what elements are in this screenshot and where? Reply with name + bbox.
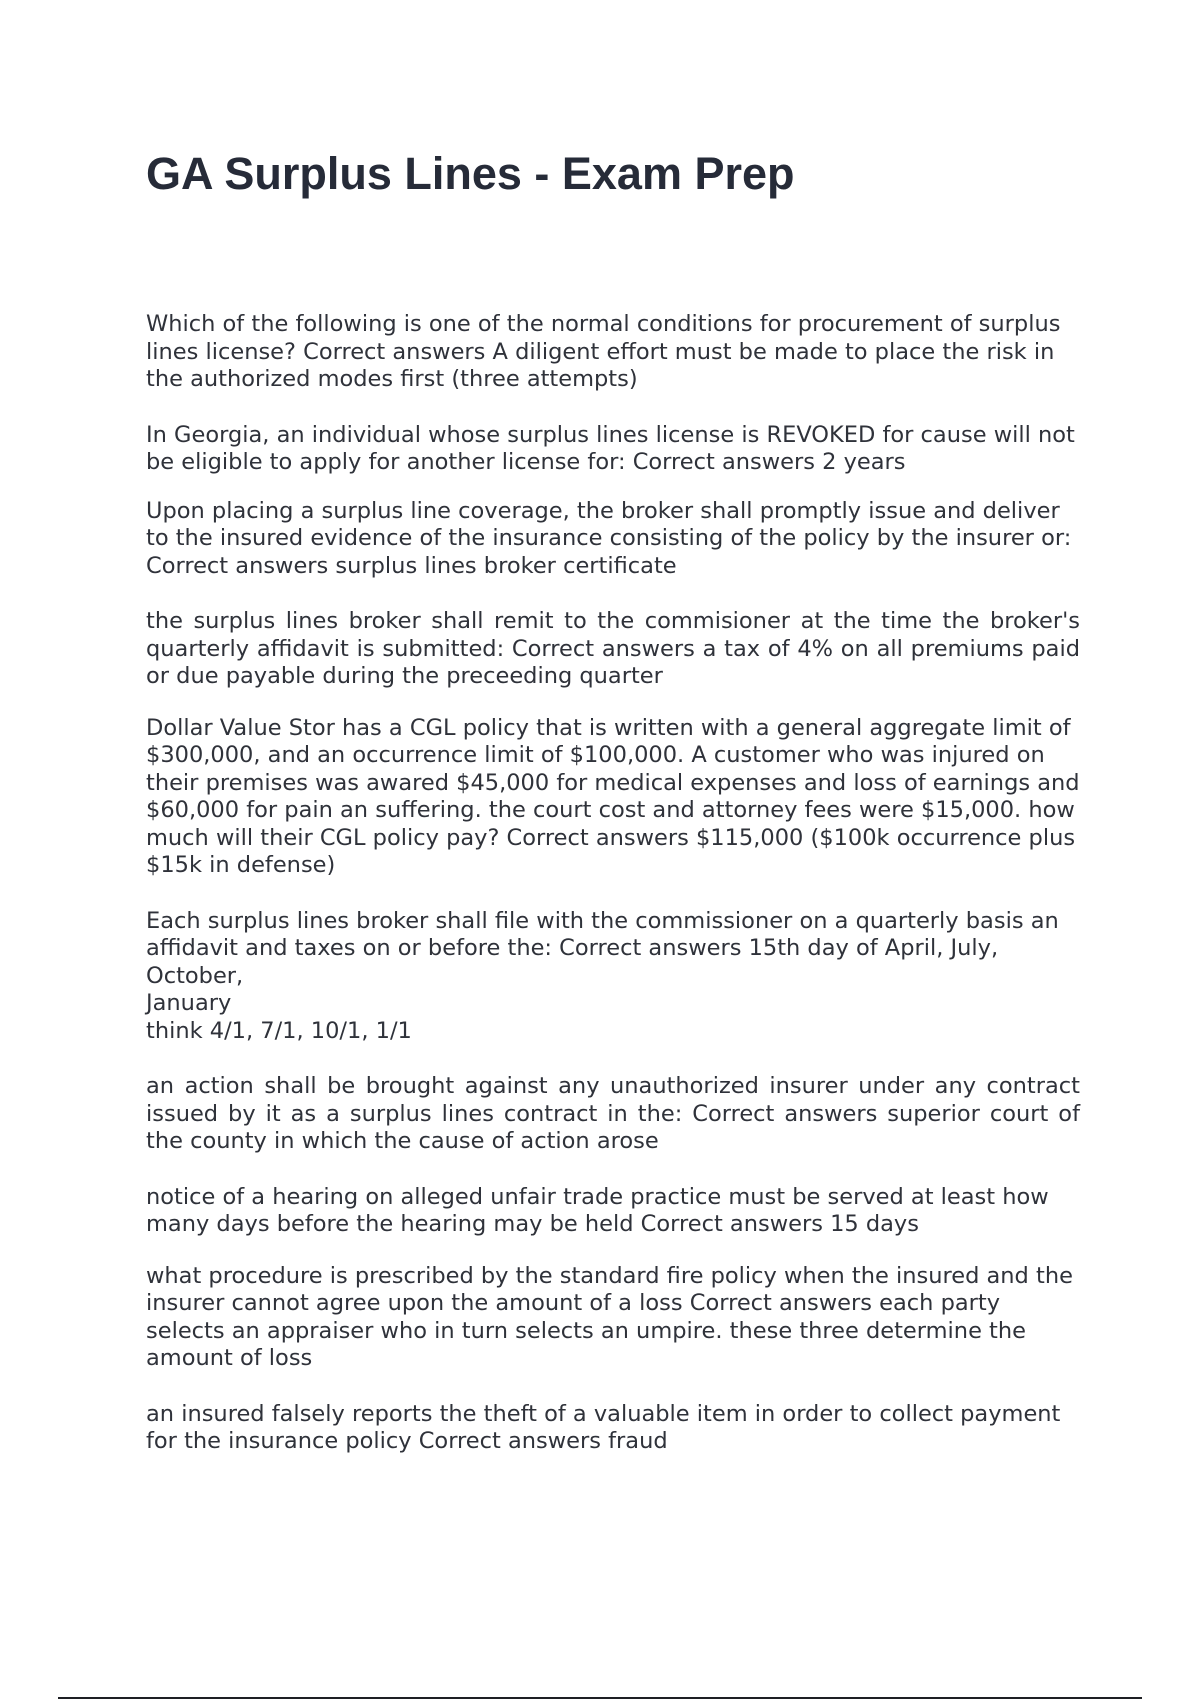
page-title: GA Surplus Lines - Exam Prep xyxy=(146,148,795,199)
qa-entry-7: an action shall be brought against any unauthorized insurer under any contract issued by it as a surplus lines contract in the: Correct answers superior court of the county in which the cause of action arose xyxy=(146,1073,1080,1154)
qa-entry-5: Dollar Value Stor has a CGL policy that is written with a general aggregate limit of $300,000, and an occurrence limit of $100,000. A customer who was injured on their premises was awared $45,000 for medical expenses and loss of earnings and $60,000 for pain an suffering. the court cost and attorney fees were $15,000. how much will their CGL policy pay? Correct answers $115,000 ($100k occurrence plus $15k in defense) xyxy=(146,714,1080,878)
qa-entry-9: what procedure is prescribed by the standard fire policy when the insured and the insurer cannot agree upon the amount of a loss Correct answers each party selects an appraiser who in turn selects an umpire. these three determine the amount of loss xyxy=(146,1262,1073,1371)
qa-entry-2: In Georgia, an individual whose surplus lines license is REVOKED for cause will not be eligible to apply for another license for: Correct answers 2 years xyxy=(146,421,1075,475)
qa-entry-8: notice of a hearing on alleged unfair trade practice must be served at least how many days before the hearing may be held Correct answers 15 days xyxy=(146,1183,1049,1237)
footer-divider xyxy=(58,1697,1142,1699)
qa-entry-1: Which of the following is one of the normal conditions for procurement of surplus lines license? Correct answers A diligent effort must be made to place the risk in the authorized modes first (three attempts) xyxy=(146,311,1061,392)
qa-entry-6: Each surplus lines broker shall file with the commissioner on a quarterly basis an affidavit and taxes on or before the: Correct answers 15th day of April, July, October, January think 4/1, 7/1, 10/1, 1/1 xyxy=(146,907,1059,1044)
qa-entry-3: Upon placing a surplus line coverage, the broker shall promptly issue and deliver to the insured evidence of the insurance consisting of the policy by the insurer or: Correct answers surplus lines broker certificate xyxy=(146,497,1072,579)
qa-list xyxy=(146,311,1080,1456)
qa-entry-4: the surplus lines broker shall remit to the commisioner at the time the broker's quarterly affidavit is submitted: Correct answers a tax of 4% on all premiums paid or due payable during the preceeding quarter xyxy=(146,608,1080,689)
qa-entry-10: an insured falsely reports the theft of a valuable item in order to collect payment for the insurance policy Correct answers fraud xyxy=(146,1400,1061,1454)
